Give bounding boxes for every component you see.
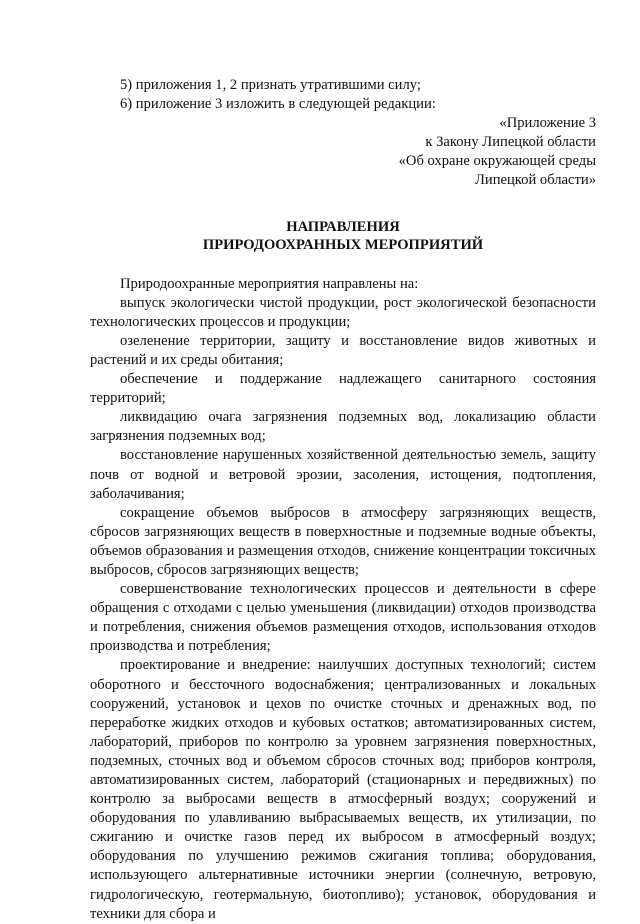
intro-list bbox=[90, 76, 596, 114]
appendix-header bbox=[90, 114, 596, 190]
body-paragraph: Природоохранные мероприятия направлены на: bbox=[120, 275, 419, 292]
body-paragraph: обеспечение и поддержание надлежащего санитарного состояния территорий; bbox=[90, 371, 596, 407]
intro-item-5: 5) приложения 1, 2 признать утратившими силу; bbox=[120, 77, 421, 93]
heading-line: ПРИРОДООХРАННЫХ МЕРОПРИЯТИЙ bbox=[202, 237, 484, 254]
document-page bbox=[90, 76, 596, 924]
body-paragraph: выпуск экологически чистой продукции, рост экологической безопасности технологических процессов и продукции; bbox=[90, 294, 596, 330]
heading-line: НАПРАВЛЕНИЯ bbox=[286, 218, 400, 235]
body-paragraph: озеленение территории, защиту и восстановление видов животных и растений и их среды обитания; bbox=[90, 332, 596, 368]
body-paragraph: восстановление нарушенных хозяйственной деятельностью земель, защиту почв от водной и ветровой эрозии, засоления, истощения, подтопления, заболачивания; bbox=[90, 447, 596, 502]
body-text bbox=[90, 275, 596, 924]
body-paragraph: совершенствование технологических процессов и деятельности в сфере обращения с отходами с целью уменьшения (ликвидации) отходов производства и потребления, снижения объемов размещения отходов, использования отходов производства и потребления; bbox=[90, 581, 596, 655]
appendix-line: «Приложение 3 bbox=[499, 115, 596, 132]
appendix-line: к Закону Липецкой области bbox=[425, 134, 596, 151]
section-heading bbox=[90, 218, 596, 255]
intro-item-6: 6) приложение 3 изложить в следующей редакции: bbox=[120, 96, 436, 113]
appendix-line: Липецкой области» bbox=[475, 172, 596, 189]
body-paragraph: сокращение объемов выбросов в атмосферу загрязняющих веществ, сбросов загрязняющих веществ в поверхностные и подземные водные объекты, объемов образования и размещения отходов, снижение концентрации токсичных выбросов, сбросов загрязняющих веществ; bbox=[90, 504, 596, 578]
body-paragraph: проектирование и внедрение: наилучших доступных технологий; систем оборотного и бессточного водоснабжения; централизованных и локальных сооружений, установок и цехов по очистке сточных и дренажных вод, по переработке жидких отходов и кубовых остатков; автоматизированных систем, лабораторий, приборов по контролю за уровнем загрязнения поверхностных, подземных, сточных вод и объемом сбросов сточных вод; приборов контроля, автоматизированных систем, лабораторий (стационарных и передвижных) по контролю за выбросами веществ в атмосферный воздух; сооружений и оборудования по улавливанию выбрасываемых веществ, их утилизации, по сжиганию и очистке газов перед их выбросом в атмосферный воздух; оборудования по улучшению режимов сжигания топлива; оборудования, использующего альтернативные источники энергии (солнечную, ветровую, гидрологическую, геотермальную, биотопливо); установок, оборудования и техники для сбора и bbox=[90, 657, 596, 922]
body-paragraph: ликвидацию очага загрязнения подземных вод, локализацию области загрязнения подземных вод; bbox=[90, 409, 596, 445]
appendix-line: «Об охране окружающей среды bbox=[398, 153, 596, 170]
